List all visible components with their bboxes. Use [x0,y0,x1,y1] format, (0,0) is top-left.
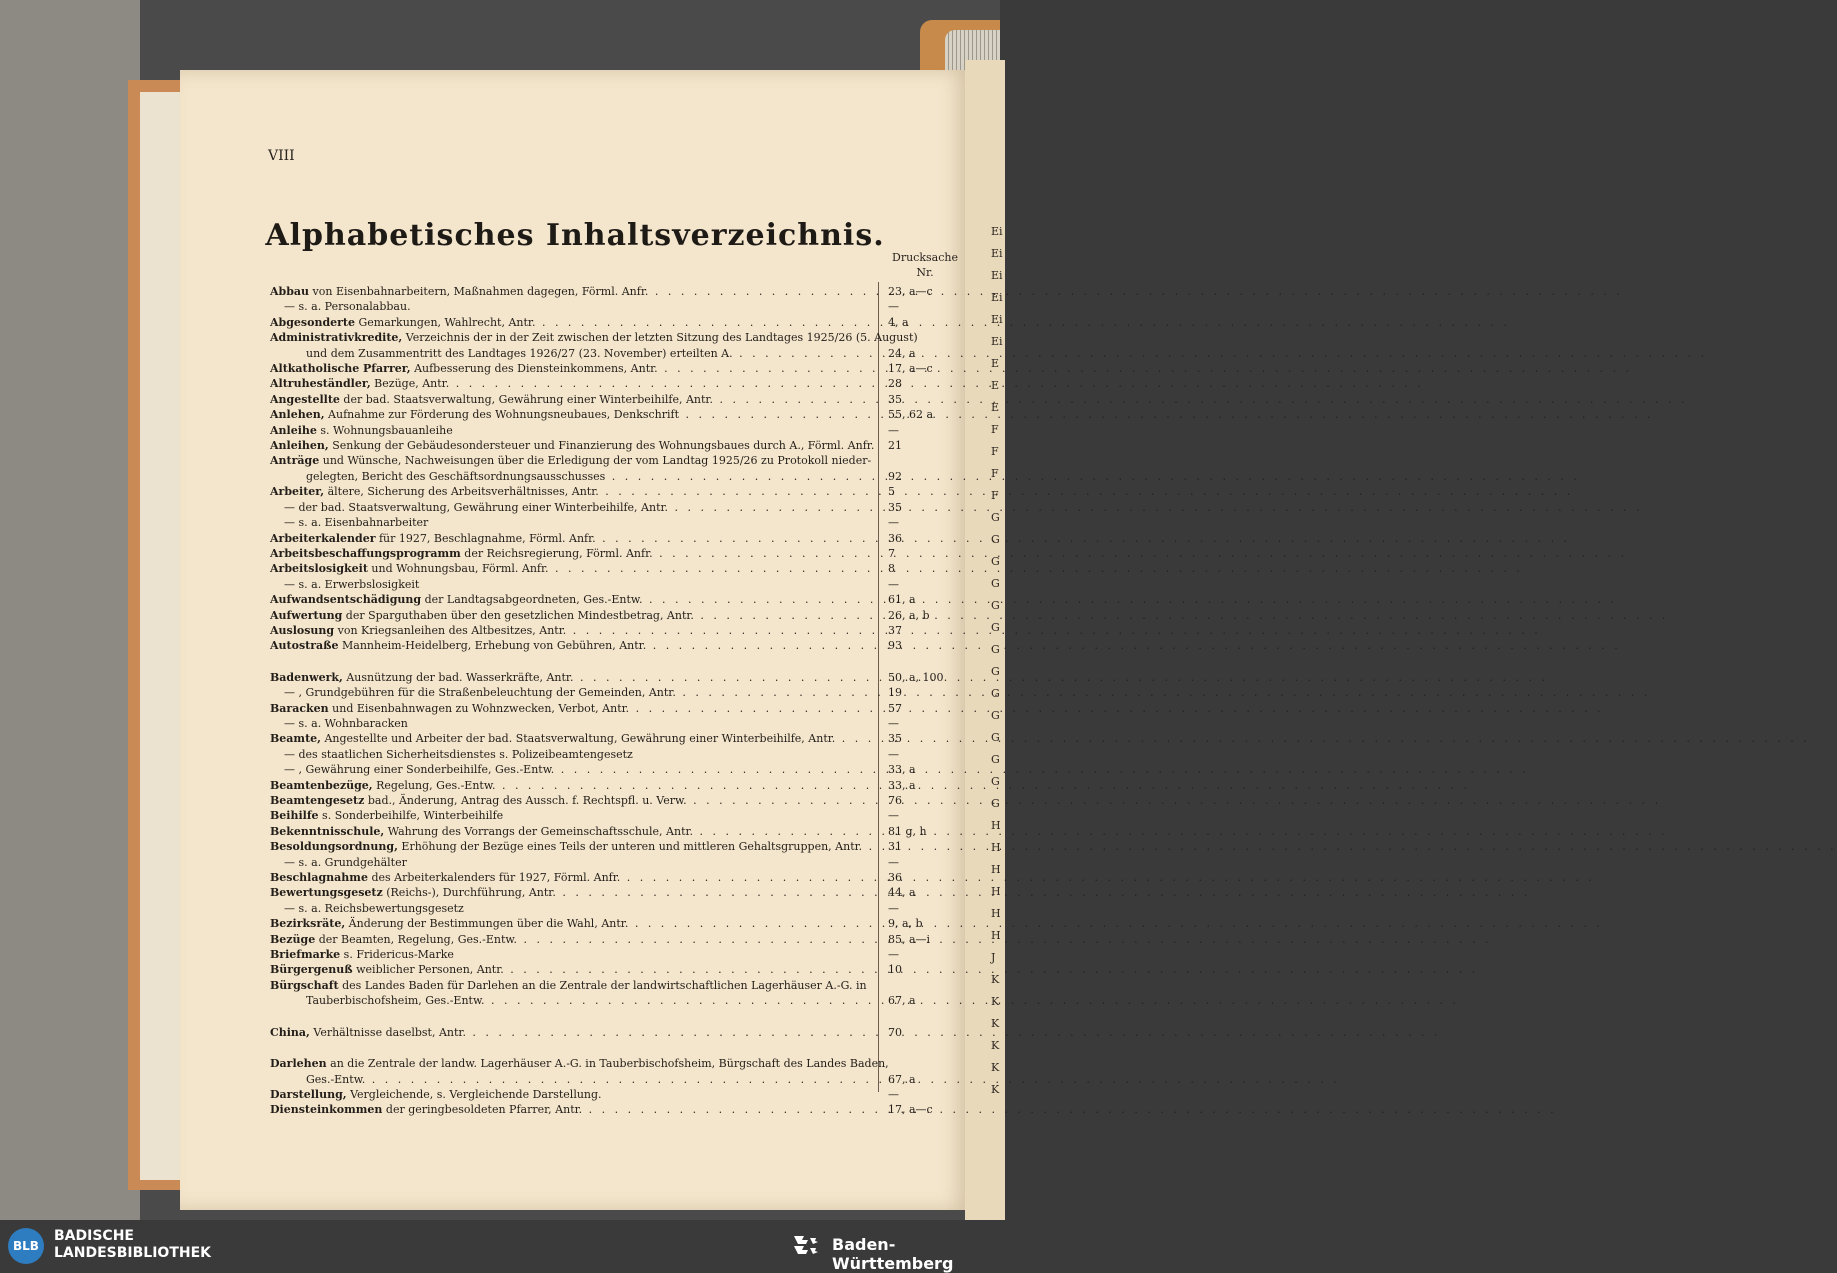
entry-headword: China, [270,1025,310,1039]
entry-text [270,515,866,530]
entry-description: s. Wohnungsbauanleihe [316,423,453,437]
facing-page-letter: Ei [991,313,1003,326]
entry-text [270,531,866,546]
entry-headword: Badenwerk, [270,670,343,684]
entry-document-number: 19 [888,686,902,700]
entry-description: und Eisenbahnwagen zu Wohnzwecken, Verbot, Antr. [328,701,630,715]
entry-text [270,1102,866,1117]
entry-description: — s. a. Wohnbaracken [284,716,408,730]
index-entry [270,284,960,299]
entry-description: s. Sonderbeihilfe, Winterbeihilfe [318,809,504,823]
entry-document-number: 61, a [888,593,916,607]
entry-continuation: gelegten, Bericht des Geschäftsordnungsausschusses . . . [270,469,866,484]
entry-text [270,701,866,716]
index-entry [270,1025,960,1040]
entry-description: der bad. Staatsverwaltung, Gewährung einer Winterbeihilfe, Antr. [339,392,713,406]
entry-headword: Darlehen [270,1057,327,1071]
entry-document-number: — [888,901,899,915]
entry-text [270,978,866,993]
facing-page-letter: G [991,555,1000,568]
facing-page-letter: E [991,357,1000,370]
facing-page-letter: H [991,929,1001,942]
blb-name-line1: BADISCHE [54,1228,134,1244]
entry-headword: Administrativkredite, [270,331,403,345]
facing-page-letter: G [991,643,1000,656]
facing-page-letter: G [991,599,1000,612]
entry-document-number: 23, a—c [888,285,933,298]
entry-description: der Reichsregierung, Förml. Anfr. [460,546,653,560]
facing-page-letter: E [991,379,1000,392]
facing-page-letter: G [991,577,1000,590]
entry-description: — s. a. Grundgehälter [284,855,407,869]
entry-text [270,608,866,623]
entry-description: — der bad. Staatsverwaltung, Gewährung einer Winterbeihilfe, Antr. [284,500,669,514]
index-entry [270,1056,960,1087]
facing-page-letter: K [991,973,1000,986]
index-entry [270,330,960,361]
entry-document-number: 17, a—c [888,362,933,376]
entry-text [270,793,866,808]
entry-text [270,685,866,700]
entry-document-number: 81 g, h [888,824,927,838]
entry-description: — , Grundgebühren für die Straßenbeleuchtung der Gemeinden, Antr. [284,686,676,700]
entry-text [270,855,866,870]
index-entry [270,731,960,746]
facing-page-letter: J [991,951,996,964]
facing-page-letter: K [991,1039,1000,1052]
entry-text [270,546,866,561]
entry-description: Änderung der Bestimmungen über die Wahl, Antr. [345,917,629,931]
entry-document-number: 35 [888,732,902,746]
facing-page-letter: K [991,1061,1000,1074]
entry-headword: Bezüge [270,932,316,946]
facing-page-letter: H [991,819,1001,832]
index-entry [270,608,960,623]
facing-page-letter: H [991,885,1001,898]
entry-description: Verhältnisse daselbst, Antr. [309,1025,466,1039]
entry-headword: Abgesonderte [270,315,356,329]
entry-headword: Altruheständler, [270,377,371,391]
entry-document-number: 28 [888,377,902,391]
entry-description: an die Zentrale der landw. Lagerhäuser A.-G. in Tauberbischofsheim, Bürgschaft des Landes Baden, [326,1057,889,1071]
index-entry [270,361,960,376]
blb-name-line2: LANDESBIBLIOTHEK [54,1245,212,1261]
entry-description: Aufbesserung des Diensteinkommens, Antr. [410,362,658,376]
index-entries [270,284,960,1118]
index-entry [270,515,960,530]
entry-document-number: 76 [888,794,902,807]
entry-text [270,284,866,299]
entry-document-number: — [888,516,899,530]
facing-page-letter: G [991,753,1000,766]
entry-headword: Baracken [270,701,329,715]
group-gap [270,1009,960,1025]
entry-document-number: — [888,948,899,962]
entry-description: Verzeichnis der in der Zeit zwischen der letzten Sitzung des Landtages 1925/26 (5. August) [402,331,918,345]
entry-text [270,916,866,931]
entry-text [270,1025,866,1040]
index-entry [270,1087,960,1102]
book-board-inner [140,92,184,1180]
entry-text [270,299,866,314]
entry-headword: Abbau [270,285,310,298]
entry-description: der Sparguthaben über den gesetzlichen Mindestbetrag, Antr. [342,608,694,622]
index-entry [270,824,960,839]
blb-logo[interactable]: BLB [8,1228,44,1264]
entry-description: — s. a. Reichsbewertungsgesetz [284,901,464,915]
entry-continuation: und dem Zusammentritt des Landtages 1926/27 (23. November) erteilten A. . . . [270,346,866,361]
index-entry [270,978,960,1009]
entry-headword: Aufwertung [270,608,343,622]
index-entry [270,392,960,407]
entry-document-number: — [888,716,899,730]
entry-text [270,778,866,793]
index-entry [270,932,960,947]
entry-description: Senkung der Gebäudesondersteuer und Finanzierung des Wohnungsbaues durch A., Förml. Anfr. [328,439,875,453]
entry-text [270,376,866,391]
index-entry [270,577,960,592]
entry-text [270,731,866,746]
entry-headword: Bezirksräte, [270,917,346,931]
entry-text [270,716,866,731]
facing-page-letter: K [991,1017,1000,1030]
index-entry [270,901,960,916]
index-entry [270,500,960,515]
entry-text [270,453,872,468]
index-entry [270,1102,960,1117]
index-entry [270,808,960,823]
blb-name[interactable] [54,1228,211,1262]
index-entry [270,855,960,870]
entry-description: und Wünsche, Nachweisungen über die Erledigung der vom Landtag 1925/26 zu Protokoll nieder- [319,454,872,468]
entry-headword: Anleihe [270,423,317,437]
facing-page-letter: E [991,401,1000,414]
entry-document-number: 26, a, b [888,608,930,622]
entry-description: von Eisenbahnarbeitern, Maßnahmen dagegen, Förml. Anfr. [309,285,649,298]
entry-description: s. Fridericus-Marke [340,948,454,962]
entry-description: (Reichs-), Durchführung, Antr. [382,886,556,900]
entry-document-number: 9, a, b [888,917,923,931]
entry-text [270,315,866,330]
index-entry [270,438,960,453]
entry-headword: Beschlagnahme [270,871,368,885]
index-entry [270,762,960,777]
entry-continuation: Ges.-Entw. . . . [270,1072,866,1087]
facing-page-letter: G [991,665,1000,678]
entry-text [270,361,866,376]
entry-description: des Landes Baden für Darlehen an die Zentrale der landwirtschaftlichen Lagerhäuser A.-G. in [338,978,867,992]
entry-headword: Darstellung, [270,1087,347,1101]
entry-headword: Anlehen, [270,408,325,422]
entry-document-number: 33, a [888,763,916,777]
baden-wuerttemberg-lions-icon [790,1230,822,1262]
entry-headword: Beihilfe [270,809,319,823]
facing-page-letter: G [991,621,1000,634]
facing-page-letter: Ei [991,225,1003,238]
entry-headword: Diensteinkommen [270,1103,383,1117]
index-entry [270,839,960,854]
index-entry [270,423,960,438]
entry-text [270,623,866,638]
facing-page-letter: G [991,533,1000,546]
entry-headword: Anträge [270,454,320,468]
entry-document-number: 67, a [888,1072,916,1086]
index-entry [270,407,960,422]
entry-text [270,500,866,515]
facing-page-letter: F [991,423,999,436]
index-entry [270,592,960,607]
facing-page-letter: F [991,445,999,458]
facing-page-letter: Ei [991,269,1003,282]
facing-page-letter: Ei [991,335,1003,348]
entry-document-number: 7 [888,546,895,560]
entry-headword: Altkatholische Pfarrer, [270,362,411,376]
facing-page-letter: Ei [991,291,1003,304]
entry-description: — s. a. Eisenbahnarbeiter [284,516,429,530]
entry-document-number: — [888,747,899,761]
entry-text [270,1056,889,1071]
entry-headword: Angestellte [270,392,340,406]
index-entry [270,716,960,731]
column-header [890,250,960,280]
entry-document-number: 31 [888,840,902,854]
entry-description: Gemarkungen, Wahlrecht, Antr. [355,315,536,329]
entry-text [270,824,866,839]
entry-document-number: 4, a [888,315,909,329]
column-header-line2: Nr. [916,266,934,279]
entry-document-number: 85, a—i [888,932,931,946]
entry-text [270,423,866,438]
entry-description: Vergleichende, s. Vergleichende Darstellung. [346,1087,602,1101]
entry-description: Regelung, Ges.-Entw. [372,778,496,792]
entry-document-number: 70 [888,1025,902,1039]
entry-description: — s. a. Erwerbslosigkeit [284,577,420,591]
entry-description: — , Gewährung einer Sonderbeihilfe, Ges.-Entw. [284,763,555,777]
entry-description: Bezüge, Antr. [370,377,450,391]
entry-text [270,1087,866,1102]
entry-description: Aufnahme zur Förderung des Wohnungsneubaues, Denkschrift [324,408,680,422]
facing-page-letter: K [991,995,1000,1008]
entry-description: — des staatlichen Sicherheitsdienstes s. Polizeibeamtengesetz [284,747,633,761]
index-entry [270,561,960,576]
entry-text [270,392,866,407]
entry-headword: Arbeitsbeschaffungsprogramm [270,546,461,560]
entry-text [270,407,866,422]
entry-text [270,638,866,653]
entry-headword: Bürgschaft [270,978,339,992]
index-entry [270,638,960,653]
entry-document-number: 24, a [888,346,916,360]
entry-document-number: 44, a [888,886,916,900]
entry-document-number: 36 [888,531,902,545]
entry-description: für 1927, Beschlagnahme, Förml. Anfr. [375,531,596,545]
page-number: VIII [268,148,295,164]
entry-document-number: 50, a, 100 [888,670,944,684]
entry-document-number: — [888,855,899,869]
entry-document-number: 67, a [888,994,916,1008]
entry-description: bad., Änderung, Antrag des Aussch. f. Rechtspfl. u. Verw. [364,794,687,807]
entry-text [270,808,866,823]
entry-headword: Beamtengesetz [270,794,365,807]
entry-headword: Autostraße [270,639,339,653]
index-entry [270,376,960,391]
index-entry [270,701,960,716]
entry-document-number: 35 [888,392,902,406]
facing-page-letter: Ei [991,247,1003,260]
entry-headword: Bürgergenuß [270,963,353,977]
entry-document-number: 37 [888,623,902,637]
facing-page-letter: G [991,731,1000,744]
index-entry [270,315,960,330]
facing-page-letter: H [991,863,1001,876]
index-entry [270,870,960,885]
entry-description: Ausnützung der bad. Wasserkräfte, Antr. [342,670,574,684]
entry-text [270,870,866,885]
index-entry [270,778,960,793]
entry-headword: Arbeiter, [270,485,325,499]
page-title: Alphabetisches Inhaltsverzeichnis. [265,218,885,253]
index-entry [270,546,960,561]
entry-text [270,561,866,576]
entry-headword: Bekenntnisschule, [270,824,385,838]
entry-document-number: 33, a [888,778,916,792]
entry-description: Erhöhung der Bezüge eines Teils der unteren und mittleren Gehaltsgruppen, Antr. [397,840,863,854]
index-entry [270,670,960,685]
entry-document-number: 36 [888,871,902,885]
index-entry [270,947,960,962]
facing-page-letter: F [991,489,999,502]
index-entry [270,531,960,546]
entry-description: und Wohnungsbau, Förml. Anfr. [367,562,549,576]
entry-description: des Arbeiterkalenders für 1927, Förml. Anfr. [367,871,621,885]
entry-text [270,484,866,499]
index-entry [270,793,960,808]
book-cover-edge [0,0,140,1220]
entry-text [270,438,875,453]
bw-label[interactable]: Baden-Württemberg [832,1235,954,1273]
group-gap [270,654,960,670]
entry-description: der geringbesoldeten Pfarrer, Antr. [382,1103,583,1117]
entry-headword: Anleihen, [270,439,329,453]
entry-headword: Auslosung [270,623,335,637]
entry-document-number: — [888,300,899,314]
index-entry [270,484,960,499]
entry-headword: Aufwandsentschädigung [270,593,422,607]
facing-page-letter: G [991,775,1000,788]
entry-headword: Arbeiterkalender [270,531,376,545]
entry-document-number: 21 [888,439,902,453]
entry-document-number: 35 [888,500,902,514]
entry-document-number: — [888,577,899,591]
entry-document-number: — [888,423,899,437]
index-entry [270,885,960,900]
entry-text [270,330,918,345]
facing-page-letter: G [991,709,1000,722]
entry-description: Mannheim-Heidelberg, Erhebung von Gebühren, Antr. [338,639,647,653]
entry-text [270,747,866,762]
entry-text [270,670,866,685]
entry-text [270,762,866,777]
index-entry [270,747,960,762]
index-entry [270,453,960,484]
entry-headword: Arbeitslosigkeit [270,562,368,576]
facing-page-letter: G [991,687,1000,700]
entry-description: von Kriegsanleihen des Altbesitzes, Antr. [334,623,567,637]
entry-document-number: 57 [888,701,902,715]
facing-page-letter: G [991,511,1000,524]
entry-document-number: 8 [888,562,895,576]
entry-document-number: 5 [888,485,895,499]
entry-description: Wahrung des Vorrangs der Gemeinschaftsschule, Antr. [384,824,694,838]
index-entry [270,962,960,977]
facing-page-letter: F [991,467,999,480]
entry-document-number: — [888,1087,899,1101]
entry-text [270,592,866,607]
entry-text [270,839,866,854]
facing-page-letter: K [991,1083,1000,1096]
entry-headword: Besoldungsordnung, [270,840,398,854]
index-entry [270,623,960,638]
entry-continuation: Tauberbischofsheim, Ges.-Entw. . . . [270,993,866,1008]
index-entry [270,299,960,314]
entry-description: weiblicher Personen, Antr. [352,963,504,977]
entry-description: Angestellte und Arbeiter der bad. Staatsverwaltung, Gewährung einer Winterbeihilfe, Antr. [320,732,836,746]
entry-document-number: — [888,809,899,823]
group-gap [270,1040,960,1056]
entry-headword: Bewertungsgesetz [270,886,383,900]
facing-page-letter: H [991,841,1001,854]
index-entry [270,916,960,931]
entry-document-number: 93 [888,639,902,653]
column-header-line1: Drucksache [892,251,958,264]
entry-description: der Beamten, Regelung, Ges.-Entw. [315,932,517,946]
entry-document-number: 10 [888,963,902,977]
entry-headword: Beamte, [270,732,321,746]
index-entry [270,685,960,700]
entry-description: — s. a. Personalabbau. [284,300,411,314]
entry-headword: Briefmarke [270,948,341,962]
entry-text [270,947,866,962]
entry-description: der Landtagsabgeordneten, Ges.-Entw. [421,593,643,607]
entry-description: ältere, Sicherung des Arbeitsverhältnisses, Antr. [324,485,599,499]
entry-document-number: 92 [888,469,902,483]
entry-text [270,885,866,900]
facing-page-letter: G [991,797,1000,810]
entry-text [270,577,866,592]
entry-document-number: 17, a—c [888,1103,933,1117]
entry-document-number: 55, 62 a [888,408,934,422]
entry-text [270,932,866,947]
entry-text [270,901,866,916]
entry-headword: Beamtenbezüge, [270,778,373,792]
facing-page-letter: H [991,907,1001,920]
entry-text [270,962,866,977]
footer-bar [0,1220,1000,1273]
